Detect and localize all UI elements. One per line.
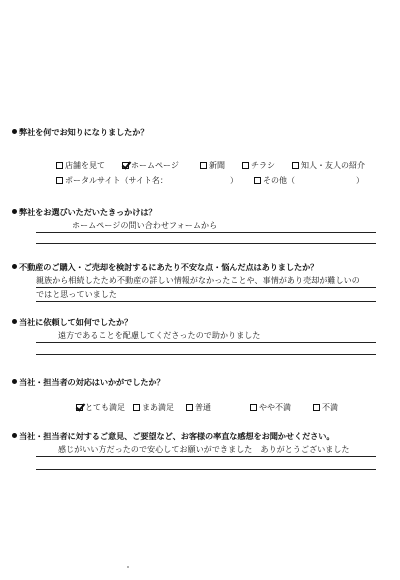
question-reason (12, 208, 157, 216)
option-label: 普通 (195, 403, 211, 412)
question-experience (12, 318, 132, 326)
question-satisfaction-label: 当社・担当者の対応はいかがでしたか？ (19, 377, 165, 387)
question-feedback-label: 当社・担当者に対するご意見、ご要望など、お客様の率直な感想をお聞かせください。 (19, 431, 335, 441)
answer-line (36, 301, 376, 302)
checkbox-icon[interactable] (242, 162, 249, 169)
question-satisfaction (12, 378, 165, 386)
option-label: 店舗を見て (65, 161, 105, 170)
rating-slightly-dissatisfied[interactable] (250, 404, 291, 412)
answer-concerns-line2: ではと思っていました (36, 290, 117, 299)
option-label: やや不満 (259, 403, 291, 412)
option-newspaper[interactable] (200, 162, 225, 170)
answer-line (36, 232, 376, 233)
rating-very-satisfied[interactable] (76, 404, 125, 412)
option-label: 不満 (322, 403, 338, 412)
option-referral[interactable] (292, 162, 365, 170)
portal-close-paren: ） (230, 176, 238, 185)
question-experience-label: 当社に依頼して如何でしたか？ (19, 317, 133, 327)
option-label: ホームページ (131, 161, 179, 170)
option-flyer[interactable] (242, 162, 275, 170)
question-source (12, 128, 148, 136)
answer-reason: ホームページの問い合わせフォームから (72, 221, 218, 230)
other-close-paren: ） (356, 176, 364, 185)
answer-line (36, 342, 376, 343)
option-label: まあ満足 (142, 403, 174, 412)
question-reason-label: 弊社をお選びいただいたきっかけは？ (19, 207, 157, 217)
option-label: 知人・友人の紹介 (301, 161, 365, 170)
bullet-icon (12, 209, 17, 214)
bullet-icon (12, 319, 17, 324)
answer-line (36, 287, 376, 288)
bullet-icon (12, 264, 17, 269)
checkbox-icon[interactable] (133, 404, 140, 411)
answer-concerns-line1: 親族から相続したため不動産の詳しい情報がなかったことや、事情があり売却が難しいの (36, 276, 360, 285)
checkbox-icon[interactable] (254, 177, 261, 184)
option-other[interactable] (254, 177, 295, 185)
question-concerns-label: 不動産のご購入・ご売却を検討するにあたり不安な点・悩んだ点はありましたか？ (19, 262, 319, 272)
checkbox-icon[interactable] (313, 404, 320, 411)
question-concerns (12, 263, 318, 271)
bullet-icon (12, 433, 17, 438)
option-portal-site[interactable] (56, 177, 168, 185)
option-store[interactable] (56, 162, 105, 170)
rating-neutral[interactable] (186, 404, 211, 412)
answer-line (36, 354, 376, 355)
checkbox-icon[interactable] (200, 162, 207, 169)
answer-line (36, 469, 376, 470)
checkbox-checked-icon[interactable] (122, 162, 129, 169)
checkbox-checked-icon[interactable] (76, 404, 83, 411)
scan-speck (127, 566, 129, 568)
checkbox-icon[interactable] (292, 162, 299, 169)
rating-dissatisfied[interactable] (313, 404, 338, 412)
rating-satisfied[interactable] (133, 404, 174, 412)
option-label: 新聞 (209, 161, 225, 170)
option-homepage[interactable] (122, 162, 179, 170)
answer-line (36, 456, 376, 457)
bullet-icon (12, 379, 17, 384)
bullet-icon (12, 129, 17, 134)
checkbox-icon[interactable] (56, 177, 63, 184)
answer-line (36, 243, 376, 244)
question-feedback (12, 432, 334, 440)
option-label: その他（ (263, 176, 295, 185)
option-label: ポータルサイト（サイト名： (65, 176, 168, 185)
answer-experience: 遠方であることを配慮してくださったので助かりました (58, 331, 261, 340)
question-source-label: 弊社を何でお知りになりましたか？ (19, 127, 149, 137)
answer-feedback: 感じがいい方だったので安心してお願いができました ありがとうございました (58, 445, 350, 454)
option-label: とても満足 (85, 403, 125, 412)
option-label: チラシ (251, 161, 275, 170)
checkbox-icon[interactable] (56, 162, 63, 169)
checkbox-icon[interactable] (250, 404, 257, 411)
checkbox-icon[interactable] (186, 404, 193, 411)
